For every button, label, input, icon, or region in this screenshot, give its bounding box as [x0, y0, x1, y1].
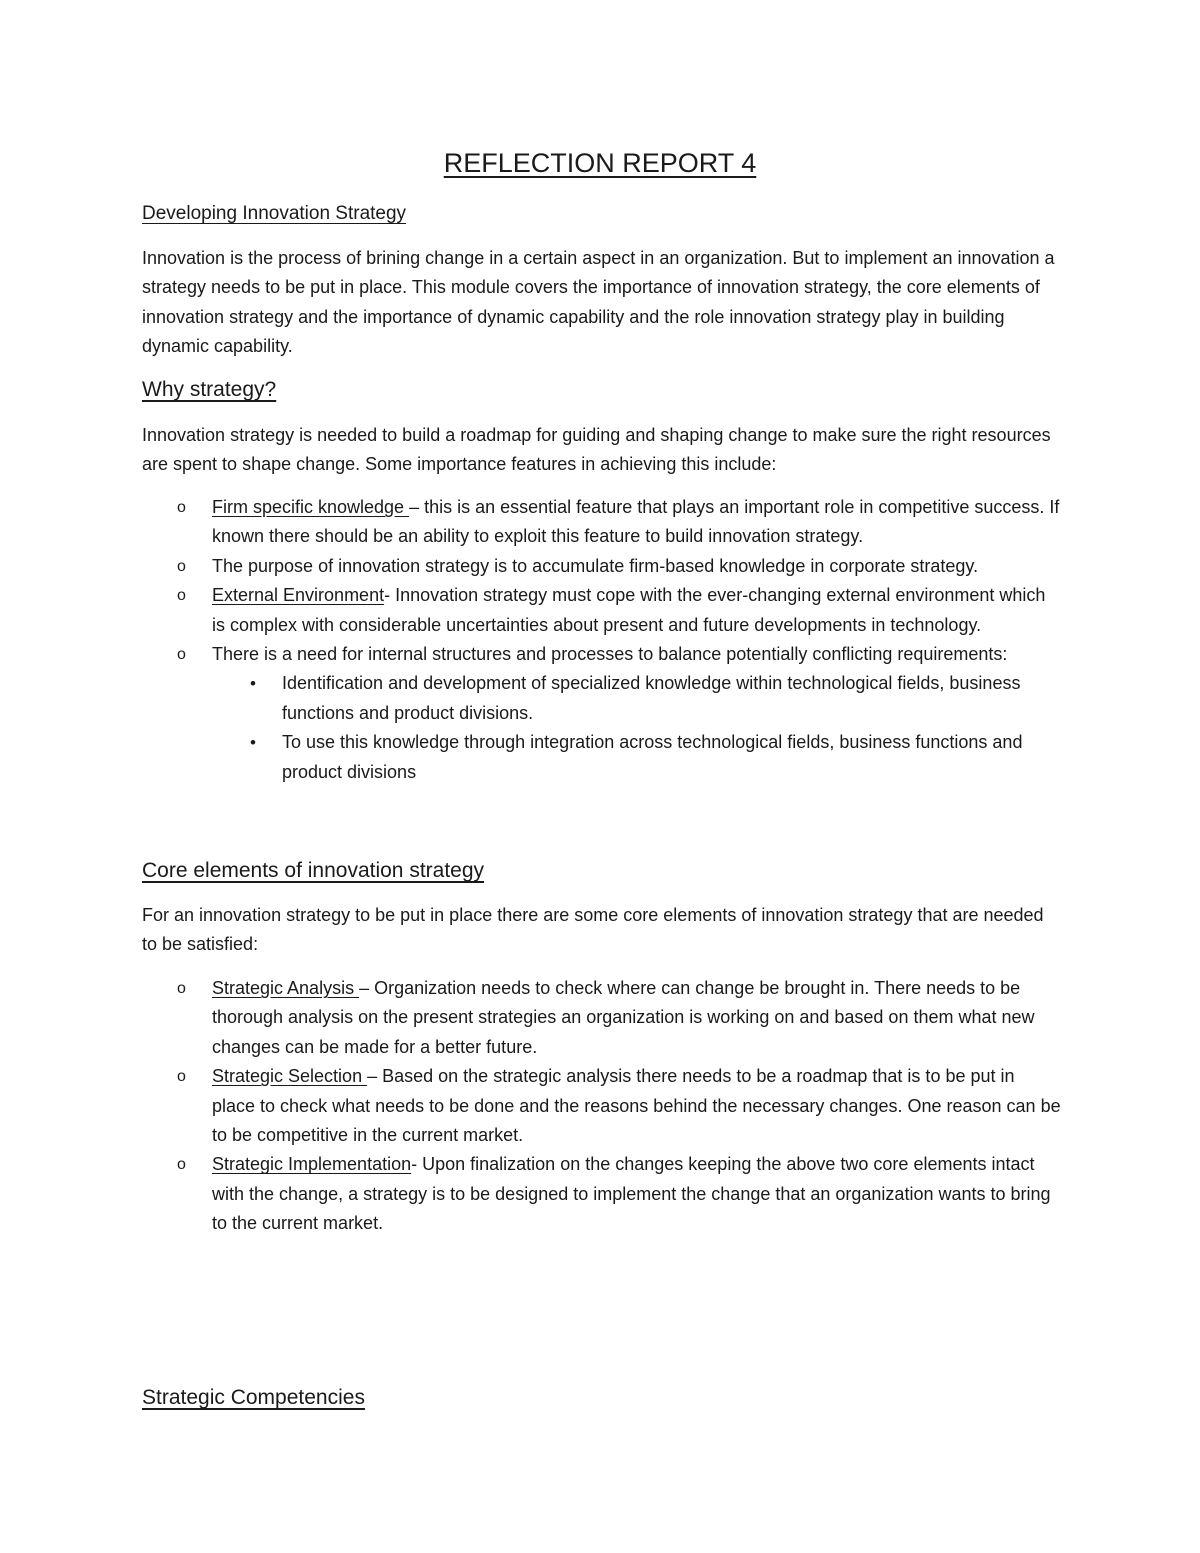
sublist-item-text: To use this knowledge through integration across technological fields, business functions and product divisions	[282, 732, 1023, 782]
list-item	[142, 1150, 1062, 1238]
list-item-term: Strategic Analysis	[212, 978, 360, 998]
features-list	[142, 493, 1062, 787]
list-item	[142, 1062, 1062, 1150]
section-heading-why-strategy: Why strategy?	[142, 378, 277, 401]
section-paragraph: Innovation is the process of brining change in a certain aspect in an organization. But to implement an innovation a strategy needs to be put in place. This module covers the importance of innovation strategy, the core elements of innovation strategy and the importance of dynamic capability and the role innovation strategy play in building dynamic capability.	[142, 248, 1055, 357]
page-title: REFLECTION REPORT 4	[443, 148, 757, 178]
section-paragraph: Innovation strategy is needed to build a roadmap for guiding and shaping change to make sure the right resources are spent to shape change. Some importance features in achieving this include:	[142, 425, 1051, 475]
hollow-bullet-icon: o	[177, 557, 186, 575]
hollow-bullet-icon: o	[177, 980, 186, 997]
filled-bullet-icon: •	[250, 674, 256, 694]
list-item	[142, 640, 1062, 787]
list-item-text: – this is an essential feature that plays an important role in competitive success. If known there should be an ability to exploit this feature to build innovation strategy.	[212, 497, 1060, 547]
list-item-text: The purpose of innovation strategy is to accumulate firm-based knowledge in corporate strategy.	[212, 555, 979, 576]
section-heading-developing-innovation-strategy: Developing Innovation Strategy	[142, 203, 407, 224]
requirements-sublist	[212, 669, 1062, 787]
sublist-item	[212, 728, 1062, 787]
hollow-bullet-icon: o	[177, 499, 186, 516]
list-item	[142, 974, 1062, 1062]
list-item-term: Strategic Implementation	[212, 1154, 412, 1175]
list-item-text: - Upon finalization on the changes keeping the above two core elements intact with the change, a strategy is to be designed to implement the change that an organization wants to bring to the current market.	[212, 1154, 1051, 1234]
list-item-term: Strategic Selection	[212, 1066, 368, 1087]
hollow-bullet-icon: o	[177, 646, 186, 664]
section-heading-core-elements: Core elements of innovation strategy	[142, 859, 485, 882]
section-heading-strategic-competencies: Strategic Competencies	[142, 1386, 365, 1409]
list-item	[142, 493, 1062, 552]
hollow-bullet-icon: o	[177, 587, 186, 605]
sublist-item	[212, 669, 1062, 728]
filled-bullet-icon: •	[250, 733, 256, 753]
hollow-bullet-icon: o	[177, 1068, 186, 1086]
list-item	[142, 581, 1062, 640]
list-item	[142, 552, 1062, 581]
list-item-text: There is a need for internal structures and processes to balance potentially conflicting requirements:	[212, 644, 1008, 665]
sublist-item-text: Identification and development of specialized knowledge within technological fields, business functions and product divisions.	[282, 673, 1021, 723]
hollow-bullet-icon: o	[177, 1156, 186, 1174]
section-paragraph: For an innovation strategy to be put in place there are some core elements of innovation strategy that are needed to be satisfied:	[142, 905, 1044, 955]
list-item-term: External Environment	[212, 585, 385, 606]
core-elements-list	[142, 974, 1062, 1239]
list-item-term: Firm specific knowledge	[212, 497, 410, 517]
list-item-text: – Organization needs to check where can change be brought in. There needs to be thorough analysis on the present strategies an organization is working on and based on them what new changes can be made for a better future.	[212, 978, 1035, 1057]
list-item-text: – Based on the strategic analysis there needs to be a roadmap that is to be put in place to check what needs to be done and the reasons behind the necessary changes. One reason can be to be competitive in the current market.	[212, 1066, 1061, 1146]
list-item-text: - Innovation strategy must cope with the ever-changing external environment which is complex with considerable uncertainties about present and future developments in technology.	[212, 585, 1046, 635]
